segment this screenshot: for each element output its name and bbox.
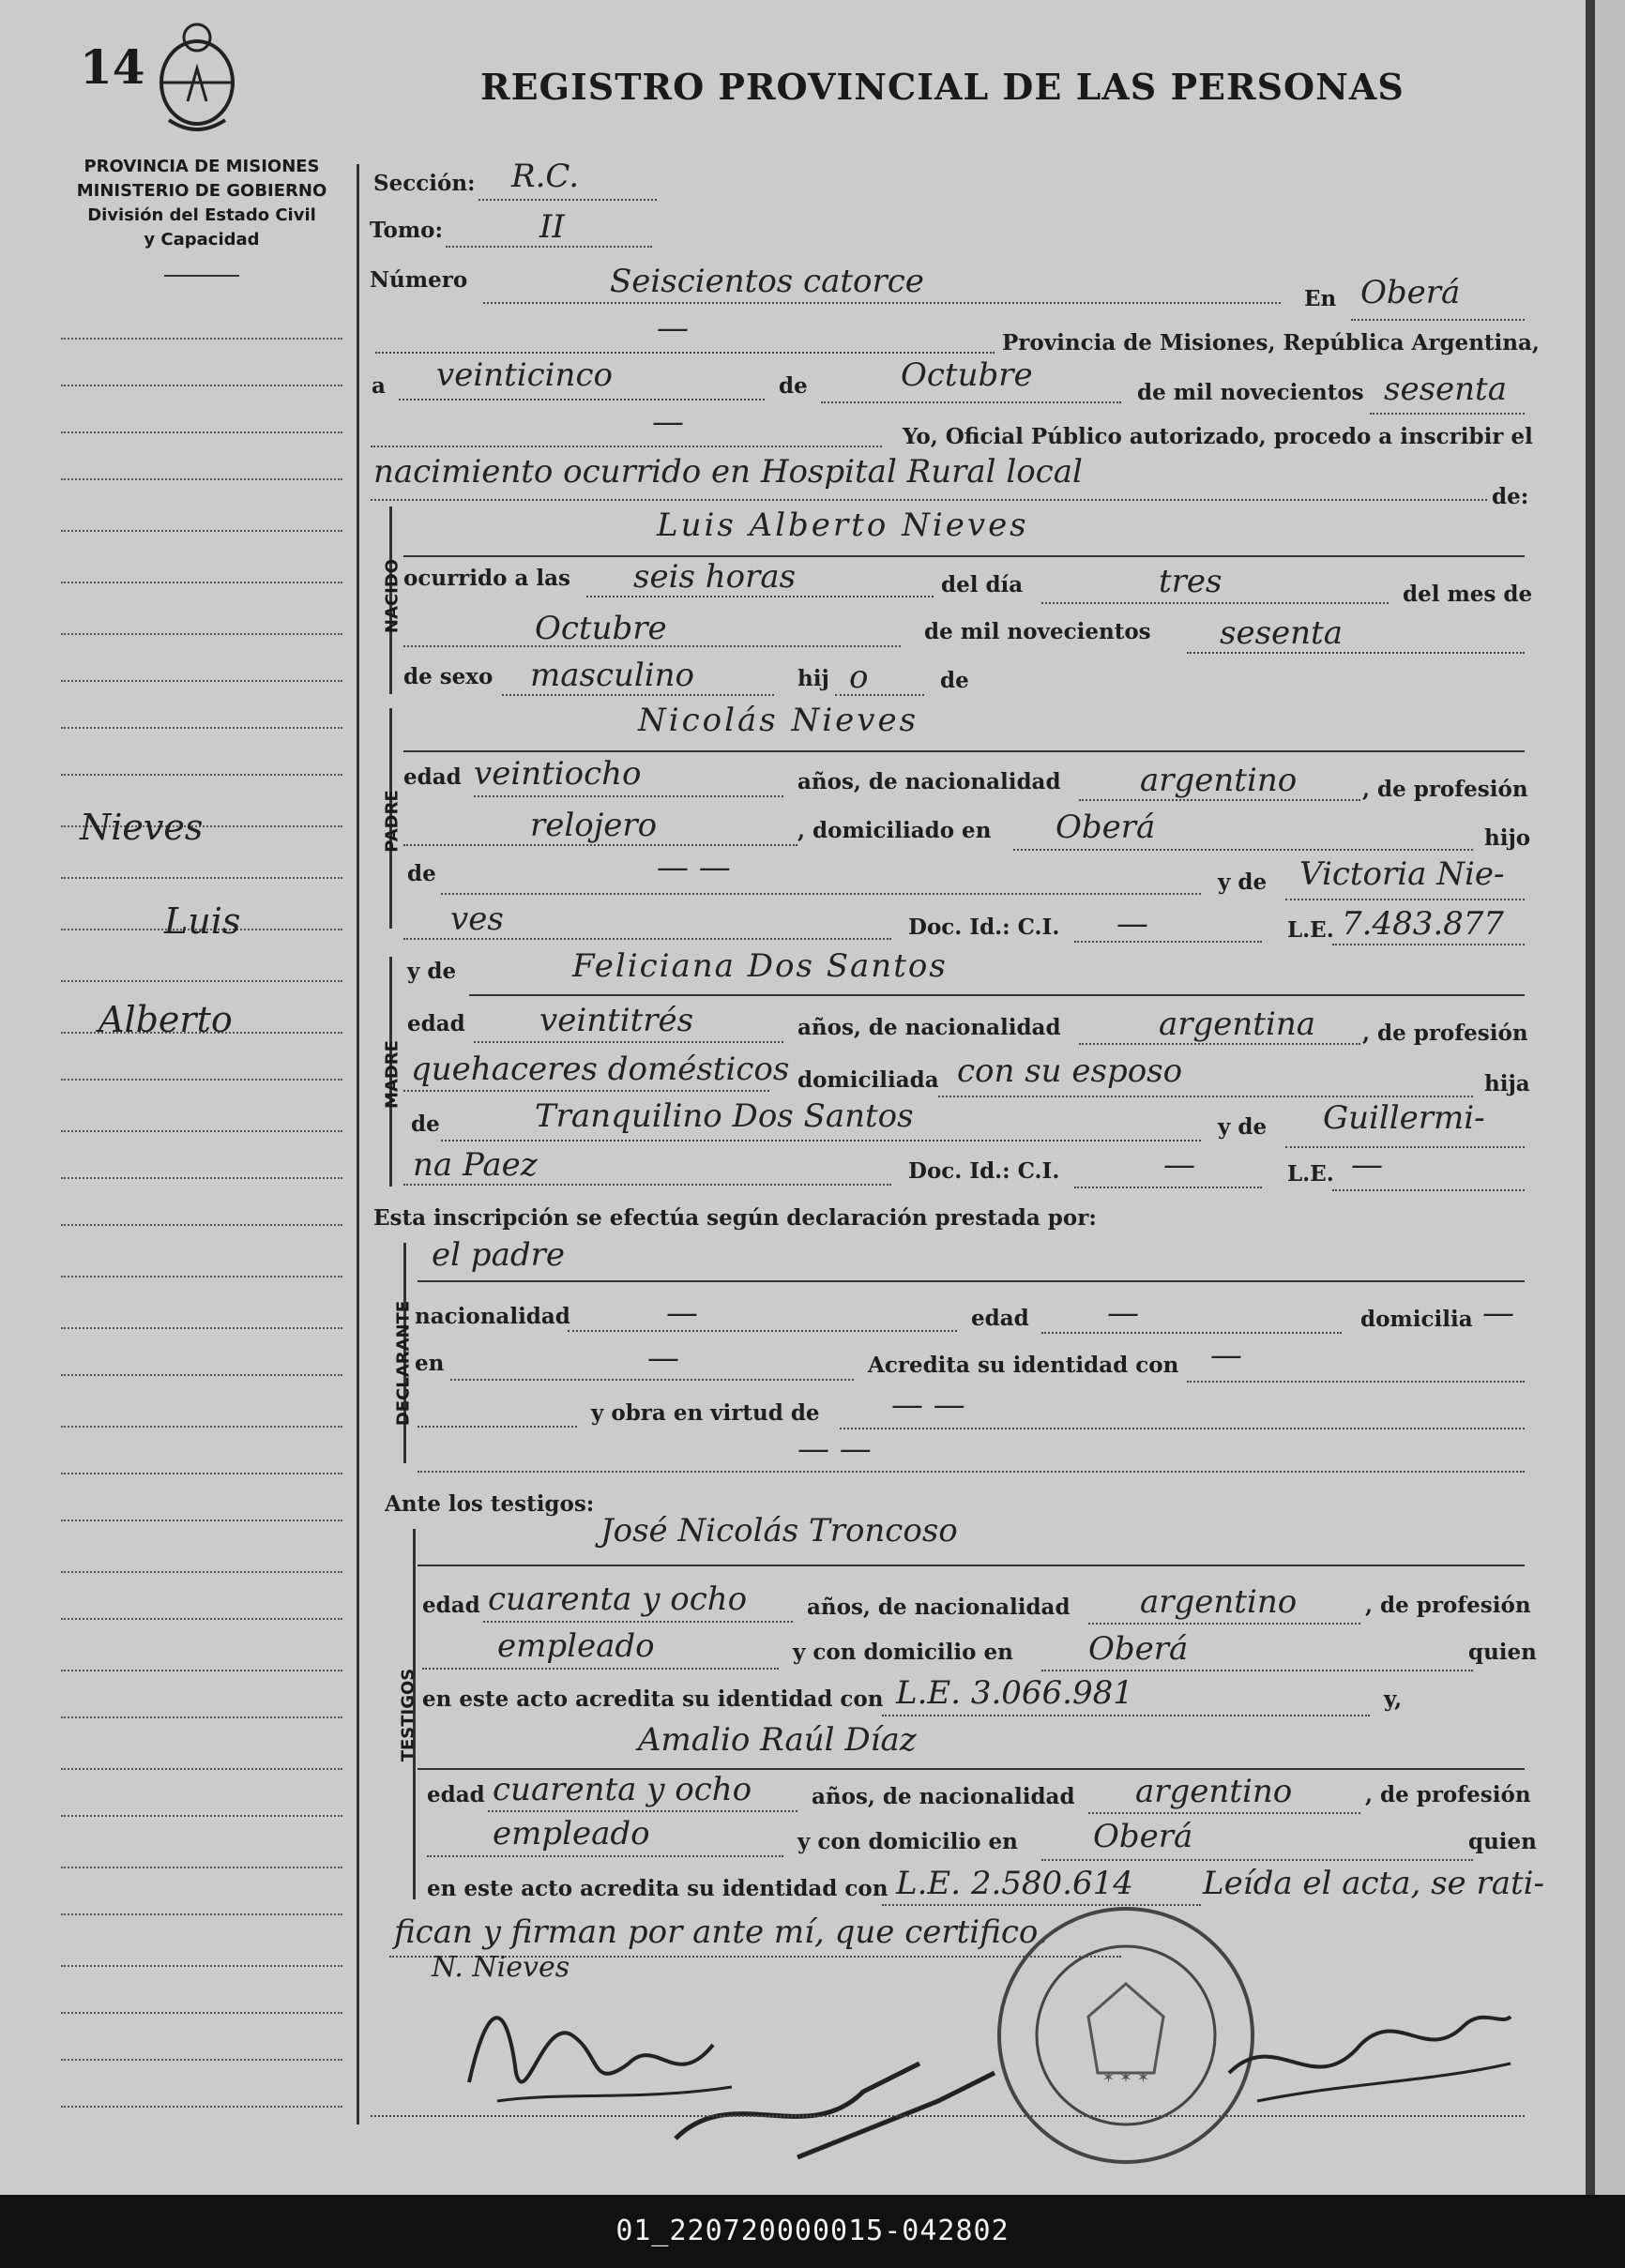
org-line-2: MINISTERIO DE GOBIERNO xyxy=(76,181,327,201)
ocurrido-label: ocurrido a las xyxy=(403,566,570,591)
anio-nacimiento-value: sesenta xyxy=(1220,614,1343,652)
declarante-nac-label: nacionalidad xyxy=(415,1304,570,1329)
testigos-intro: Ante los testigos: xyxy=(385,1491,595,1517)
madre-dom-label: domiciliada xyxy=(797,1067,939,1093)
testigo1-prof-label: , de profesión xyxy=(1365,1593,1531,1618)
madre-yde2-label: y de xyxy=(1218,1114,1268,1140)
scan-id-footer: 01_220720000015-042802 xyxy=(0,2195,1625,2268)
signature-name: N. Nieves xyxy=(432,1951,570,1984)
madre-le-label: L.E. xyxy=(1287,1161,1334,1187)
anio-label: de mil novecientos xyxy=(1137,380,1364,405)
madre-le-value: — xyxy=(1351,1146,1383,1184)
madre-hija-label: hija xyxy=(1484,1071,1530,1096)
padre-doc-value: — xyxy=(1116,905,1148,943)
hij-label: hij xyxy=(797,666,829,691)
madre-madre-value-1: Guillermi- xyxy=(1323,1099,1485,1137)
madre-edad-label: edad xyxy=(407,1011,465,1036)
oficial-label: Yo, Oficial Público autorizado, procedo a inscribir el xyxy=(903,424,1533,449)
madre-doc-value: — xyxy=(1163,1146,1195,1184)
testigo2-edad-value: cuarenta y ocho xyxy=(493,1771,752,1808)
declarante-obra-value: — — xyxy=(891,1386,965,1424)
padre-nac-value: argentino xyxy=(1140,762,1298,799)
provincia-label: Provincia de Misiones, República Argentina, xyxy=(1002,330,1540,355)
en-label: En xyxy=(1304,286,1337,311)
testigo1-y-label: y, xyxy=(1384,1686,1403,1712)
declarante-en-value: — xyxy=(647,1339,679,1377)
mes-nacimiento-value: Octubre xyxy=(535,610,667,647)
anio-registro-value: sesenta xyxy=(1384,370,1507,408)
padre-le-label: L.E. xyxy=(1287,917,1334,943)
madre-yde-label: y de xyxy=(407,959,457,984)
testigo2-quien-label: quien xyxy=(1468,1829,1537,1854)
margin-name-1: Luis xyxy=(164,900,241,942)
mes-registro-value: Octubre xyxy=(901,356,1033,394)
testigo2-nombre-value: Amalio Raúl Díaz xyxy=(638,1721,917,1759)
numero-label: Número xyxy=(370,267,468,293)
padre-nac-label: años, de nacionalidad xyxy=(797,769,1061,794)
header-dash-2: — xyxy=(652,403,684,441)
testigo1-edad-label: edad xyxy=(422,1593,480,1618)
testigo2-edad-label: edad xyxy=(427,1782,485,1807)
coat-of-arms-icon xyxy=(150,17,244,139)
next-page-edge xyxy=(1595,0,1625,2195)
a-label: a xyxy=(372,373,386,399)
testigo1-prof-value: empleado xyxy=(497,1627,655,1665)
testigo2-dom-label: y con domicilio en xyxy=(797,1829,1018,1854)
padre-section-label: PADRE xyxy=(382,790,402,853)
madre-madre-value-2: na Paez xyxy=(413,1146,538,1184)
main-frame-line xyxy=(357,164,359,2124)
madre-de-label: de xyxy=(411,1111,440,1137)
declarante-dom-value: — xyxy=(1482,1294,1514,1332)
declarante-extra-value: — — xyxy=(797,1430,872,1468)
madre-nombre-value: Feliciana Dos Santos xyxy=(572,947,948,985)
declarante-acredita-label: Acredita su identidad con xyxy=(868,1353,1179,1378)
declarante-acredita-value: — xyxy=(1210,1337,1242,1374)
testigo1-nombre-value: José Nicolás Troncoso xyxy=(600,1512,958,1550)
tomo-value: II xyxy=(539,208,565,246)
anio-nacimiento-label: de mil novecientos xyxy=(924,619,1151,644)
testigo1-dom-value: Oberá xyxy=(1088,1630,1189,1668)
hij-value: o xyxy=(849,658,869,696)
svg-text:✶ ✶ ✶: ✶ ✶ ✶ xyxy=(1101,2068,1150,2086)
testigos-section-label: TESTIGOS xyxy=(398,1668,418,1762)
declarante-intro: Esta inscripción se efectúa según declaración prestada por: xyxy=(373,1205,1097,1231)
padre-le-value: 7.483.877 xyxy=(1342,905,1505,943)
testigo2-nac-label: años, de nacionalidad xyxy=(812,1784,1075,1809)
testigo2-prof-value: empleado xyxy=(493,1815,650,1852)
declarante-obra-label: y obra en virtud de xyxy=(591,1400,820,1426)
madre-padre-value: Tranquilino Dos Santos xyxy=(535,1097,914,1135)
padre-prof-value: relojero xyxy=(530,807,658,844)
closing-line-1: Leída el acta, se rati- xyxy=(1203,1865,1545,1902)
en-value: Oberá xyxy=(1360,274,1461,311)
testigo1-nac-label: años, de nacionalidad xyxy=(807,1595,1071,1620)
madre-nac-value: argentina xyxy=(1159,1005,1316,1043)
madre-prof-value: quehaceres domésticos xyxy=(411,1051,790,1088)
padre-prof-label: , de profesión xyxy=(1362,777,1528,802)
padre-dom-value: Oberá xyxy=(1055,809,1156,846)
padre-doc-label: Doc. Id.: C.I. xyxy=(908,915,1060,940)
margin-name-2: Alberto xyxy=(99,999,233,1040)
seccion-value: R.C. xyxy=(511,158,580,195)
padre-hijo-label: hijo xyxy=(1484,825,1531,851)
org-underline xyxy=(164,275,239,277)
padre-dom-label: , domiciliado en xyxy=(797,818,992,843)
padre-yde-label: y de xyxy=(1218,869,1268,895)
madre-doc-label: Doc. Id.: C.I. xyxy=(908,1158,1060,1184)
officer-signature xyxy=(1220,1970,1520,2120)
testigo1-quien-label: quien xyxy=(1468,1640,1537,1665)
dia-registro-value: veinticinco xyxy=(436,356,613,394)
de-label: de xyxy=(779,373,808,399)
header-dash-1: — xyxy=(657,310,689,347)
madre-nac-label: años, de nacionalidad xyxy=(797,1015,1061,1040)
seccion-label: Sección: xyxy=(373,171,476,196)
declarante-nombre-value: el padre xyxy=(432,1236,565,1274)
nacido-de-label: de xyxy=(940,668,969,693)
nacido-section-label: NACIDO xyxy=(382,558,402,634)
testigo2-dom-value: Oberá xyxy=(1093,1818,1193,1855)
numero-value: Seiscientos catorce xyxy=(610,263,924,300)
testigo1-nac-value: argentino xyxy=(1140,1583,1298,1621)
madre-edad-value: veintitrés xyxy=(539,1002,694,1039)
testigo2-doc-value: L.E. 2.580.614 xyxy=(896,1865,1133,1902)
testigo2-acredita-label: en este acto acredita su identidad con xyxy=(427,1876,888,1901)
org-block xyxy=(56,155,347,252)
declarante-nac-value: — xyxy=(666,1294,698,1332)
declarante-dom-label: domicilia xyxy=(1360,1307,1473,1332)
del-dia-label: del día xyxy=(941,572,1024,597)
madre-dom-value: con su esposo xyxy=(957,1052,1183,1090)
signature-scribble-2 xyxy=(657,2045,1032,2167)
declarante-edad-label: edad xyxy=(971,1306,1029,1331)
document-title: REGISTRO PROVINCIAL DE LAS PERSONAS xyxy=(480,66,1405,108)
sexo-value: masculino xyxy=(530,657,695,694)
org-line-3: División del Estado Civil xyxy=(87,205,316,225)
hora-value: seis horas xyxy=(633,558,797,596)
testigo2-nac-value: argentino xyxy=(1135,1773,1293,1810)
org-line-4: y Capacidad xyxy=(144,230,260,249)
org-line-1: PROVINCIA DE MISIONES xyxy=(84,157,320,176)
declarante-en-label: en xyxy=(415,1351,445,1376)
testigo1-dom-label: y con domicilio en xyxy=(793,1640,1013,1665)
de2-label: de: xyxy=(1492,484,1529,509)
madre-prof-label: , de profesión xyxy=(1362,1021,1528,1046)
acto-value: nacimiento ocurrido en Hospital Rural local xyxy=(373,453,1083,491)
padre-madre-value-1: Victoria Nie- xyxy=(1299,855,1505,893)
padre-padre-value: — — xyxy=(657,849,731,886)
margin-surname: Nieves xyxy=(80,807,204,848)
nacido-nombre-value: Luis Alberto Nieves xyxy=(657,507,1029,544)
declarante-edad-value: — xyxy=(1107,1294,1139,1332)
padre-nombre-value: Nicolás Nieves xyxy=(638,702,919,739)
dia-nacimiento-value: tres xyxy=(1159,563,1223,600)
page-number: 14 xyxy=(80,39,145,95)
testigo1-edad-value: cuarenta y ocho xyxy=(488,1580,748,1618)
testigo2-prof-label: , de profesión xyxy=(1365,1782,1531,1807)
declarante-section-label: DECLARANTE xyxy=(393,1300,414,1427)
madre-section-label: MADRE xyxy=(382,1040,402,1109)
testigo1-acredita-label: en este acto acredita su identidad con xyxy=(422,1686,884,1712)
padre-edad-value: veintiocho xyxy=(474,755,642,793)
padre-edad-label: edad xyxy=(403,764,462,790)
mes-label: del mes de xyxy=(1403,582,1533,607)
closing-line-2: fican y firman por ante mí, que certifico. xyxy=(394,1913,1048,1951)
testigo1-doc-value: L.E. 3.066.981 xyxy=(896,1674,1133,1712)
tomo-label: Tomo: xyxy=(370,218,443,243)
sexo-label: de sexo xyxy=(403,664,494,689)
padre-madre-value-2: ves xyxy=(450,900,504,938)
padre-de-label: de xyxy=(407,861,436,886)
